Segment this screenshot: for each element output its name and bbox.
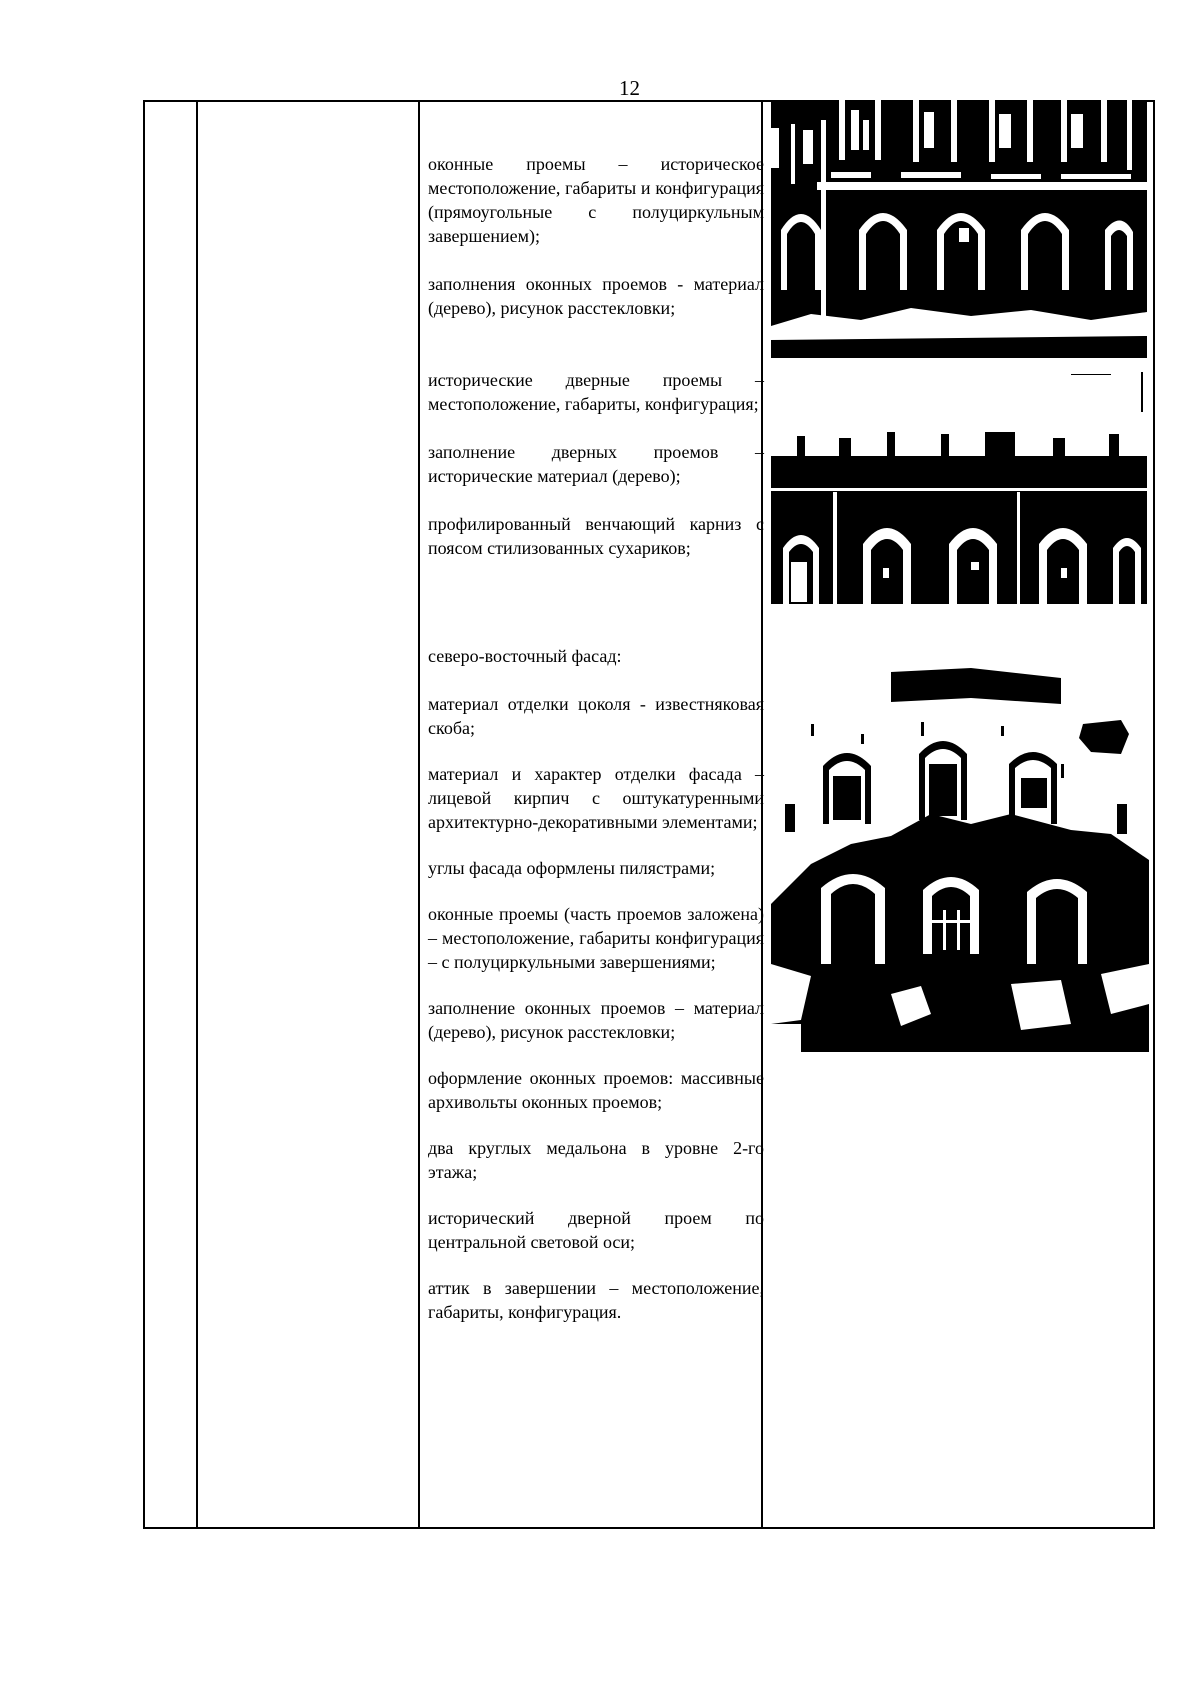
table-border-left <box>143 100 145 1529</box>
description-paragraph: углы фасада оформлены пилястрами; <box>428 858 716 878</box>
page-number: 12 <box>619 76 640 100</box>
description-paragraph: оконные проемы – историческое местоположение, габариты и конфигурация (прямоугольные с полуциркульным завершением); <box>428 154 764 246</box>
description-paragraph: материал и характер отделки фасада – лицевой кирпич с оштукатуренными архитектурно-декоративными элементами; <box>428 764 764 832</box>
description-paragraph: оконные проемы (часть проемов заложена) – местоположение, габариты конфигурация – с полуциркульными завершениями; <box>428 904 764 972</box>
description-paragraph: исторический дверной проем по центральной световой оси; <box>428 1208 764 1252</box>
table-divider-1 <box>196 100 198 1529</box>
description-column <box>428 152 764 1324</box>
table-border-bottom <box>143 1527 1155 1529</box>
description-paragraph: северо-восточный фасад: <box>428 646 622 666</box>
description-paragraph: заполнения оконных проемов - материал (дерево), рисунок расстекловки; <box>428 274 764 318</box>
description-paragraph: аттик в завершении – местоположение, габариты, конфигурация. <box>428 1278 764 1322</box>
table-border-right <box>1153 100 1155 1529</box>
description-paragraph: заполнение оконных проемов – материал (дерево), рисунок расстекловки; <box>428 998 764 1042</box>
facade-photo-northeast <box>771 664 1149 1052</box>
description-paragraph: заполнение дверных проемов – исторические материал (дерево); <box>428 442 764 486</box>
description-paragraph: два круглых медальона в уровне 2-го этажа; <box>428 1138 764 1182</box>
table-divider-2 <box>418 100 420 1529</box>
description-paragraph: исторические дверные проемы – местоположение, габариты, конфигурация; <box>428 370 764 414</box>
description-paragraph: профилированный венчающий карниз с поясом стилизованных сухариков; <box>428 514 764 558</box>
description-paragraph: материал отделки цоколя - известняковая скоба; <box>428 694 764 738</box>
description-paragraph: оформление оконных проемов: массивные архивольты оконных проемов; <box>428 1068 764 1112</box>
facade-photo-cornice <box>771 372 1147 604</box>
facade-photo-windows <box>771 100 1147 358</box>
